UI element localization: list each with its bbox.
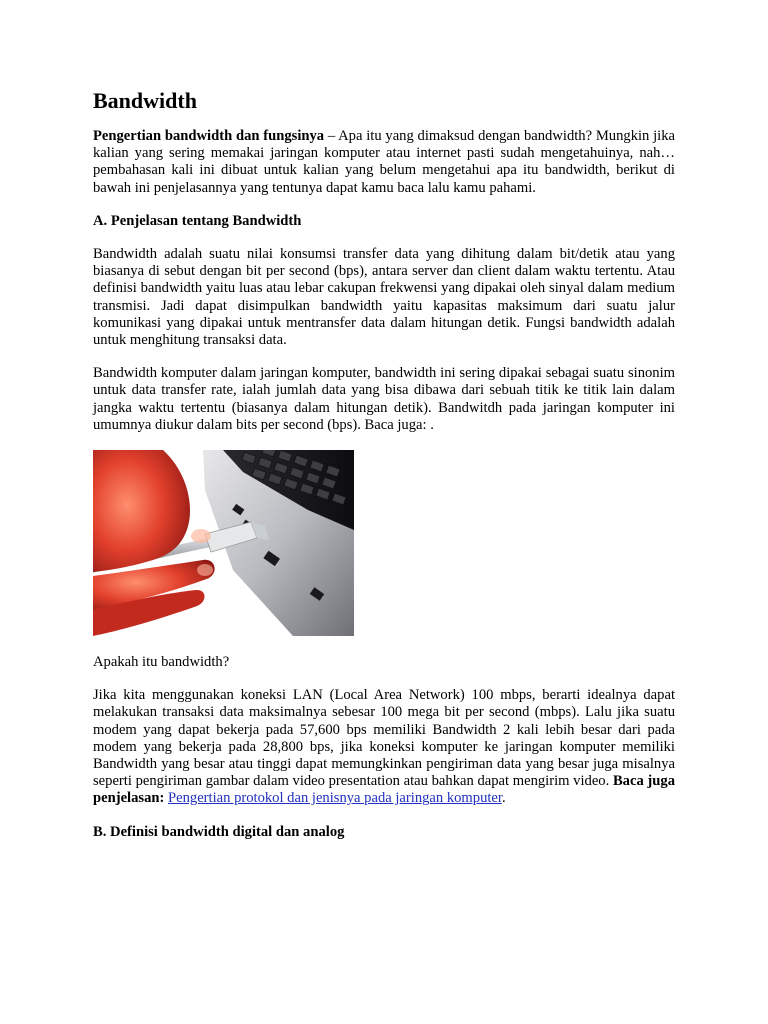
intro-bold-lead: Pengertian bandwidth dan fungsinya [93,128,325,144]
protocol-article-link[interactable]: Pengertian protokol dan jenisnya pada jaringan komputer [168,790,502,807]
document-page [93,88,675,857]
section-a-heading: A. Penjelasan tentang Bandwidth [93,212,302,229]
section-a-paragraph-1: Bandwidth adalah suatu nilai konsumsi transfer data yang dihitung dalam bit/detik atau yang biasanya di sebut dengan bit per second (bps), antara server dan client dalam waktu tertentu. Atau definisi bandwidth yaitu luas atau lebar cakupan frekwensi yang dipakai oleh sinyal dalam medium transmisi. Jadi dapat disimpulkan bandwidth yaitu kapasitas maksimum dari suatu jalur komunikasi yang dipakai untuk mentransfer data dalam hitungan detik. Fungsi bandwidth adalah untuk menghitung transaksi data. [93,246,675,349]
ethernet-cable-laptop-photo [93,450,354,636]
intro-text: – Apa itu yang dimaksud dengan bandwidth? Mungkin jika kalian yang sering memakai jaringan komputer atau internet pasti sudah mengetahuinya, nah… pembahasan kali ini dibuat untuk kalian yang belum mengetahui apa itu bandwidth, berikut di bawah ini penjelasannya yang tentunya dapat kamu baca lalu kamu pahami. [93,128,676,196]
lan-paragraph-text: Jika kita menggunakan koneksi LAN (Local Area Network) 100 mbps, berarti idealnya dapat melakukan transaksi data maksimalnya sebesar 100 mega bit per second (mbps). Lalu jika suatu modem yang dapat bekerja pada 57,600 bps memiliki Bandwidth 2 kali lebih besar dari pada modem yang bekerja pada 28,800 bps, jika koneksi komputer ke jaringan komputer memiliki Bandwidth yang besar atau tinggi dapat memungkinkan pengiriman data yang besar juga misalnya seperti pengiriman gambar dalam video presentation atau bahkan dapat mengirim video. [93,687,675,790]
lan-paragraph-end: . [501,790,506,807]
intro-paragraph [93,128,675,197]
section-b-heading: B. Definisi bandwidth digital dan analog [93,823,345,840]
page-title: Bandwidth [93,88,197,113]
see-also-label: Baca juga penjelasan: [93,773,675,807]
section-a-paragraph-2: Bandwidth komputer dalam jaringan komputer, bandwidth ini sering dipakai sebagai suatu sinonim untuk data transfer rate, ialah jumlah data yang bisa dibawa dari sebuah titik ke titik lain dalam jangka waktu tertentu (biasanya dalam hitungan detik). Bandwitdh pada jaringan komputer ini umumnya diukur dalam bits per second (bps). Baca juga: . [93,365,675,433]
lan-paragraph [93,687,675,807]
question-line: Apakah itu bandwidth? [93,654,230,671]
